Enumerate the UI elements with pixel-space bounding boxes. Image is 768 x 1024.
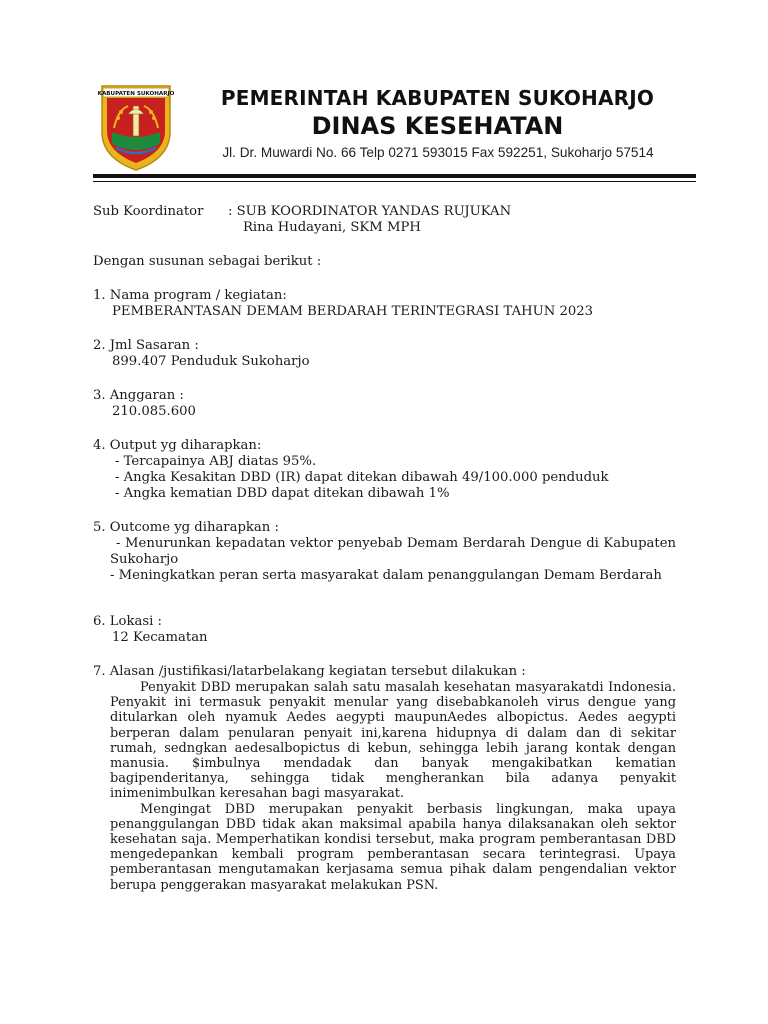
letterhead-department: DINAS KESEHATAN [311, 112, 564, 140]
sub-koordinator-label: Sub Koordinator [93, 204, 204, 219]
outcome-bullet: - Meningkatkan peran serta masyarakat dalam penanggulangan Demam Berdarah [110, 568, 662, 583]
output-title: 4. Output yg diharapkan: [93, 438, 262, 453]
item-2-value: 899.407 Penduduk Sukoharjo [112, 354, 310, 369]
item-2-title: 2. Jml Sasaran : [93, 338, 199, 353]
alasan-paragraph-1: Penyakit DBD merupakan salah satu masalah kesehatan masyarakatdi Indonesia. Penyakit ini termasuk penyakit menular yang disebabkanoleh virus dengue yang ditularkan oleh nyamuk Aedes aegypti maupunAedes albopictus. Aedes aegypti berperan dalam penularan penyait ini,karena hidupnya di dalam dan di sekitar rumah, sedngkan aedesalbopictus di kebun, sehingga lebih jarang kontak dengan manusia. $imbulnya mendadak dan banyak mengakibatkan kematian bagipenderitanya, sehingga tidak mengherankan bila adanya penyakit inimenimbulkan keresahan bagi masyarakat. [110, 680, 676, 802]
logo-label: KABUPATEN SUKOHARJO [98, 91, 174, 97]
lokasi-title: 6. Lokasi : [93, 614, 162, 629]
sub-koordinator-row [93, 204, 676, 220]
kabupaten-sukoharjo-logo [98, 84, 174, 172]
output-bullet: - Angka kematian DBD dapat ditekan dibawah 1% [115, 486, 450, 501]
alasan-title: 7. Alasan /justifikasi/latarbelakang kegiatan tersebut dilakukan : [93, 664, 526, 679]
lokasi-value: 12 Kecamatan [112, 630, 208, 645]
output-bullet: - Angka Kesakitan DBD (IR) dapat ditekan dibawah 49/100.000 penduduk [115, 470, 609, 485]
sub-koordinator-name: Rina Hudayani, SKM MPH [243, 220, 421, 235]
alasan-paragraph-2: Mengingat DBD merupakan penyakit berbasis lingkungan, maka upaya penanggulangan DBD tidak akan maksimal apabila hanya dilaksanakan oleh sektor kesehatan saja. Memperhatikan kondisi tersebut, maka program pemberantasan DBD mengedepankan kembali program pemberantasan secara terintegrasi. Upaya pemberantasan mengutamakan kerjasama semua pihak dalam pengendalian vektor berupa penggerakan masyarakat melakukan PSN. [110, 801, 676, 893]
letterhead-rule-thin [93, 181, 696, 182]
letterhead-government: PEMERINTAH KABUPATEN SUKOHARJO [220, 86, 655, 110]
intro-text: Dengan susunan sebagai berikut : [93, 254, 322, 269]
letterhead-address: Jl. Dr. Muwardi No. 66 Telp 0271 593015 Fax 592251, Sukoharjo 57514 [222, 145, 654, 160]
item-1-value: PEMBERANTASAN DEMAM BERDARAH TERINTEGRASI TAHUN 2023 [112, 304, 594, 319]
letterhead-rule [93, 174, 696, 178]
sub-koordinator-value: : SUB KOORDINATOR YANDAS RUJUKAN [228, 204, 512, 219]
item-3-value: 210.085.600 [112, 404, 196, 419]
alasan-paragraph [93, 680, 676, 893]
outcome-bullet: - Menurunkan kepadatan vektor penyebab Demam Berdarah Dengue di Kabupaten Sukoharjo [110, 536, 676, 567]
output-bullet: - Tercapainya ABJ diatas 95%. [115, 454, 317, 469]
item-1-title: 1. Nama program / kegiatan: [93, 288, 287, 303]
item-3-title: 3. Anggaran : [93, 388, 184, 403]
outcome-title: 5. Outcome yg diharapkan : [93, 520, 279, 535]
document-body [93, 204, 676, 893]
